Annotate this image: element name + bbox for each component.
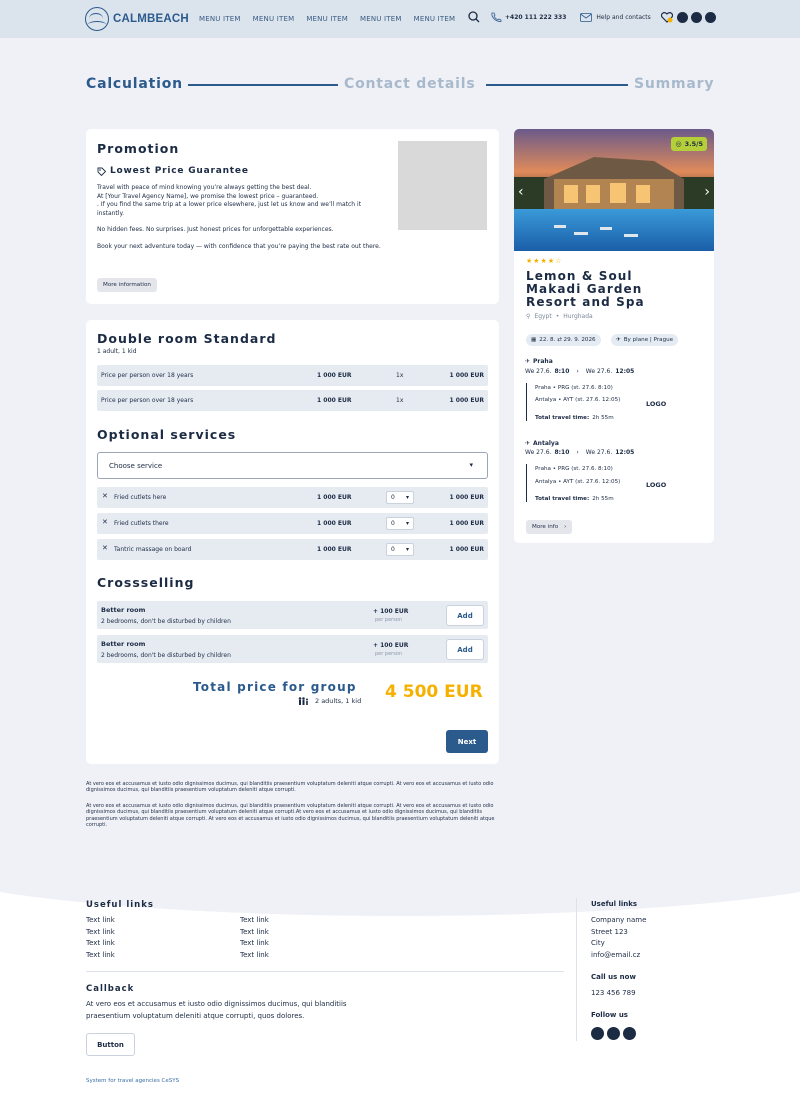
return-header <box>525 440 559 447</box>
promotion-title: Promotion <box>97 141 180 156</box>
price-row <box>97 390 488 411</box>
total-amount: 4 500 EUR <box>385 682 483 702</box>
promotion-paragraph: No hidden fees. No surprises. Just honest prices for unforgettable experiences. <box>97 226 334 234</box>
room-occupancy: 1 adult, 1 kid <box>97 348 137 355</box>
chevron-right-icon[interactable]: › <box>704 184 710 200</box>
crosssell-item <box>97 635 488 663</box>
airline-logo: LOGO <box>646 400 667 408</box>
chevron-right-icon: › <box>564 524 567 530</box>
return-times <box>525 449 634 456</box>
main-menu <box>199 15 455 23</box>
search-icon[interactable] <box>468 11 480 23</box>
price-row <box>97 365 488 386</box>
top-header <box>0 0 800 38</box>
outbound-dep-date: We 27.6. <box>525 368 552 375</box>
menu-item[interactable]: MENU ITEM <box>413 15 456 23</box>
optional-service-label: Tantric massage on board <box>114 546 192 553</box>
instagram-icon[interactable] <box>607 1027 620 1040</box>
crosssell-per: per person <box>375 617 403 623</box>
price-row-unit: 1 000 EUR <box>317 397 352 404</box>
follow-us-title: Follow us <box>591 1011 628 1019</box>
price-row-total: 1 000 EUR <box>449 372 484 379</box>
promotion-subtitle-text: Lowest Price Guarantee <box>110 166 249 176</box>
disclaimer-text: At vero eos et accusamus et iusto odio dignissimos ducimus, qui blanditiis praesentium voluptatum deleniti atque corrupti. At vero eos et accusamus et iusto odio dignissimos ducimus, qui blanditiis praesentium voluptatum deleniti atque corrupti.At vero eos et accusamus et iusto odio dignissimos ducimus, qui blanditiis praesentium voluptatum deleniti atque corrupti. At vero eos et accusamus et iusto odio dignissimos ducimus, qui blanditiis praesentium voluptatum deleniti atque corrupti. <box>86 803 495 829</box>
room-title: Double room Standard <box>97 331 277 346</box>
promotion-paragraph: Book your next adventure today — with confidence that you’re paying the best rate out there. <box>97 242 381 250</box>
outbound-arr-date: We 27.6. <box>585 368 613 375</box>
email-link[interactable]: info@email.cz <box>591 950 641 959</box>
hotel-name-line: Makadi Garden <box>526 282 643 296</box>
return-dep-time: 8:10 <box>554 449 570 456</box>
menu-item[interactable]: MENU ITEM <box>359 15 402 23</box>
company-name: Company name <box>591 916 647 924</box>
street: Street 123 <box>591 927 628 936</box>
outbound-dep-time: 8:10 <box>554 368 570 375</box>
return-from: Antalya <box>533 440 559 447</box>
footer-link[interactable]: Text link <box>86 927 115 936</box>
hotel-country: Egypt <box>534 313 552 320</box>
help-link[interactable]: Help and contacts <box>596 13 651 21</box>
promotion-subtitle <box>97 166 249 176</box>
next-button[interactable]: Next <box>446 730 488 753</box>
rating-badge <box>671 137 707 151</box>
crosssell-desc: 2 bedrooms, don't be disturbed by children <box>101 652 231 659</box>
outbound-leg: Praha • PRG (st. 27.6. 8:10) <box>535 385 613 391</box>
callback-text-line: praesentium voluptatum deleniti atque corrupti, quos dolores. <box>86 1011 305 1020</box>
price-row-qty: 1x <box>396 372 404 379</box>
footer-link[interactable]: Text link <box>86 939 115 947</box>
optional-service-price: 1 000 EUR <box>317 520 352 527</box>
footer-vertical-divider <box>576 898 577 1041</box>
outbound-header <box>525 358 553 365</box>
promotion-paragraph: At [Your Travel Agency Name], we promise the lowest price – guaranteed. <box>97 192 319 200</box>
arrow-right-icon: › <box>576 449 579 456</box>
callback-title: Callback <box>86 984 135 994</box>
hotel-city: Hurghada <box>563 313 593 320</box>
return-travel-time <box>535 496 614 502</box>
crosssell-price: + 100 EUR <box>373 608 409 615</box>
footer-link[interactable]: Text link <box>240 916 269 924</box>
total-pax-text: 2 adults, 1 kid <box>315 697 362 705</box>
remove-icon[interactable]: ✕ <box>102 544 108 552</box>
callback-text-line: At vero eos et accusamus et iusto odio dignissimos ducimus, qui blanditiis <box>86 1000 347 1008</box>
crosssell-item <box>97 601 488 629</box>
add-button[interactable]: Add <box>446 605 484 626</box>
optional-service-price: 1 000 EUR <box>317 494 352 501</box>
return-dep-date: We 27.6. <box>525 449 552 456</box>
step-divider <box>188 84 338 86</box>
choose-service-select[interactable] <box>97 452 488 479</box>
x-icon[interactable] <box>623 1027 636 1040</box>
heart-icon[interactable] <box>661 12 673 23</box>
chevron-down-icon: ▾ <box>469 461 473 469</box>
footer-link[interactable]: Text link <box>240 939 269 947</box>
promotion-paragraph: . If you find the same trip at a lower price elsewhere, just let us know and we’ll match it instantly. <box>97 201 362 217</box>
timeline-line <box>526 464 527 502</box>
crosssell-desc: 2 bedrooms, don't be disturbed by children <box>101 618 231 625</box>
quantity-select[interactable]: 0 ▾ <box>386 517 414 530</box>
quantity-select[interactable]: 0 ▾ <box>386 543 414 556</box>
promotion-paragraph: Travel with peace of mind knowing you’re always getting the best deal. <box>97 184 312 191</box>
optional-service-row <box>97 487 488 508</box>
people-icon <box>298 697 309 705</box>
price-row-total: 1 000 EUR <box>449 397 484 404</box>
phone-number[interactable]: +420 111 222 333 <box>505 13 567 21</box>
footer-right-title: Useful links <box>591 900 638 908</box>
hotel-name-line: Resort and Spa <box>526 295 645 309</box>
optional-service-label: Fried cutlets there <box>114 520 169 527</box>
more-information-button[interactable]: More information <box>97 278 157 292</box>
callback-button[interactable]: Button <box>86 1033 135 1056</box>
disclaimer-text: At vero eos et accusamus et iusto odio dignissimos ducimus, qui blanditiis praesentium voluptatum deleniti atque corrupti. At vero eos et accusamus et iusto odio dignissimos ducimus, qui blanditiis praesentium voluptatum deleniti atque corrupti. <box>86 781 494 794</box>
footer-link[interactable]: Text link <box>240 950 269 959</box>
outbound-leg: Antalya • AYT (st. 27.6. 12:05) <box>535 397 621 403</box>
instagram-icon[interactable] <box>705 12 716 23</box>
menu-item[interactable]: MENU ITEM <box>199 15 241 23</box>
callback-text <box>86 999 446 1022</box>
footer-link[interactable]: Text link <box>86 950 115 959</box>
quantity-select[interactable]: 0 ▾ <box>386 491 414 504</box>
system-credit-link[interactable]: System for travel agencies CeSYS <box>86 1078 180 1084</box>
travel-time-value: 2h 55m <box>592 415 614 421</box>
optional-service-total: 1 000 EUR <box>449 494 484 501</box>
menu-item[interactable]: MENU ITEM <box>306 15 348 23</box>
tripadvisor-icon: ◎ <box>675 140 682 148</box>
city: City <box>591 939 605 947</box>
total-pax <box>298 697 361 705</box>
arrow-right-icon: › <box>576 368 579 375</box>
facebook-icon[interactable] <box>591 1027 604 1040</box>
mail-icon <box>580 13 592 22</box>
travel-time-label: Total travel time: <box>535 496 590 502</box>
hotel-card <box>514 129 714 543</box>
optional-service-label: Fried cutlets here <box>114 494 167 501</box>
crosssell-per: per person <box>375 651 403 657</box>
crosssell-name: Better room <box>101 606 146 614</box>
call-number[interactable]: 123 456 789 <box>591 989 636 997</box>
travel-time-label: Total travel time: <box>535 415 590 421</box>
location-pin-icon: ⚲ <box>526 313 531 320</box>
plane-takeoff-icon: ✈ <box>525 358 531 365</box>
return-leg: Antalya • AYT (st. 27.6. 12:05) <box>535 479 621 485</box>
brand-logo[interactable] <box>85 7 189 31</box>
plane-icon: ✈ <box>616 337 621 343</box>
phone-icon <box>490 12 502 22</box>
wave-logo-icon <box>85 7 109 31</box>
plane-takeoff-icon: ✈ <box>525 440 531 447</box>
dates-text: 22. 8. ⇄ 29. 9. 2026 <box>539 337 596 343</box>
menu-item[interactable]: MENU ITEM <box>252 15 295 23</box>
return-arr-date: We 27.6. <box>585 449 613 456</box>
crosssell-name: Better room <box>101 640 146 648</box>
hotel-location <box>526 313 593 320</box>
calendar-icon: ▦ <box>531 337 537 343</box>
footer-link[interactable]: Text link <box>240 927 269 936</box>
call-us-title: Call us now <box>591 973 636 981</box>
footer-link[interactable]: Text link <box>86 916 115 924</box>
price-row-qty: 1x <box>396 397 404 404</box>
footer-links-col2 <box>240 915 269 961</box>
location-separator: • <box>555 313 560 320</box>
step-contact-details[interactable]: Contact details <box>344 76 476 92</box>
outbound-times <box>525 368 634 375</box>
transport-text: By plane | Prague <box>623 337 674 343</box>
remove-icon[interactable]: ✕ <box>102 492 108 500</box>
price-row-label: Price per person over 18 years <box>101 372 194 379</box>
airline-logo: LOGO <box>646 481 667 489</box>
optional-service-total: 1 000 EUR <box>449 546 484 553</box>
footer-social <box>591 1025 639 1044</box>
timeline-line <box>526 383 527 421</box>
optional-service-row <box>97 539 488 560</box>
remove-icon[interactable]: ✕ <box>102 518 108 526</box>
footer-divider <box>86 971 564 972</box>
hotel-stars: ★★★★☆ <box>526 257 563 265</box>
step-calculation[interactable]: Calculation <box>86 76 183 92</box>
return-leg: Praha • PRG (st. 27.6. 8:10) <box>535 466 613 472</box>
return-arr-time: 12:05 <box>615 449 635 456</box>
optional-service-price: 1 000 EUR <box>317 546 352 553</box>
choose-service-label: Choose service <box>109 462 163 470</box>
promotion-text <box>97 184 387 252</box>
optional-services-title: Optional services <box>97 427 237 442</box>
step-summary[interactable]: Summary <box>634 76 715 92</box>
price-row-label: Price per person over 18 years <box>101 397 194 404</box>
step-divider <box>486 84 628 86</box>
brand-name: CALMBEACH <box>113 13 189 25</box>
crossselling-title: Crossselling <box>97 575 195 590</box>
crosssell-price: + 100 EUR <box>373 642 409 649</box>
hotel-name[interactable] <box>526 270 645 309</box>
footer-address <box>591 915 646 961</box>
rating-value: 3.5/5 <box>684 140 703 148</box>
facebook-icon[interactable] <box>677 12 688 23</box>
tag-icon <box>97 167 106 176</box>
more-info-label: More info <box>532 524 559 530</box>
footer-useful-links-title: Useful links <box>86 900 154 910</box>
total-price-label: Total price for group <box>193 680 357 694</box>
travel-time-value: 2h 55m <box>592 496 614 502</box>
promotion-card <box>86 129 499 304</box>
outbound-arr-time: 12:05 <box>615 368 635 375</box>
outbound-from: Praha <box>533 358 553 365</box>
transport-chip <box>611 334 678 346</box>
more-info-button[interactable] <box>526 520 572 534</box>
promotion-image-placeholder <box>398 141 487 230</box>
price-row-unit: 1 000 EUR <box>317 372 352 379</box>
add-button[interactable]: Add <box>446 639 484 660</box>
header-tools <box>468 11 716 23</box>
hotel-name-line: Lemon & Soul <box>526 269 633 283</box>
youtube-icon[interactable] <box>691 12 702 23</box>
outbound-travel-time <box>535 415 614 421</box>
footer-links-col1 <box>86 915 115 961</box>
dates-chip <box>526 334 601 346</box>
optional-service-total: 1 000 EUR <box>449 520 484 527</box>
optional-service-row <box>97 513 488 534</box>
chevron-left-icon[interactable]: ‹ <box>518 184 524 200</box>
